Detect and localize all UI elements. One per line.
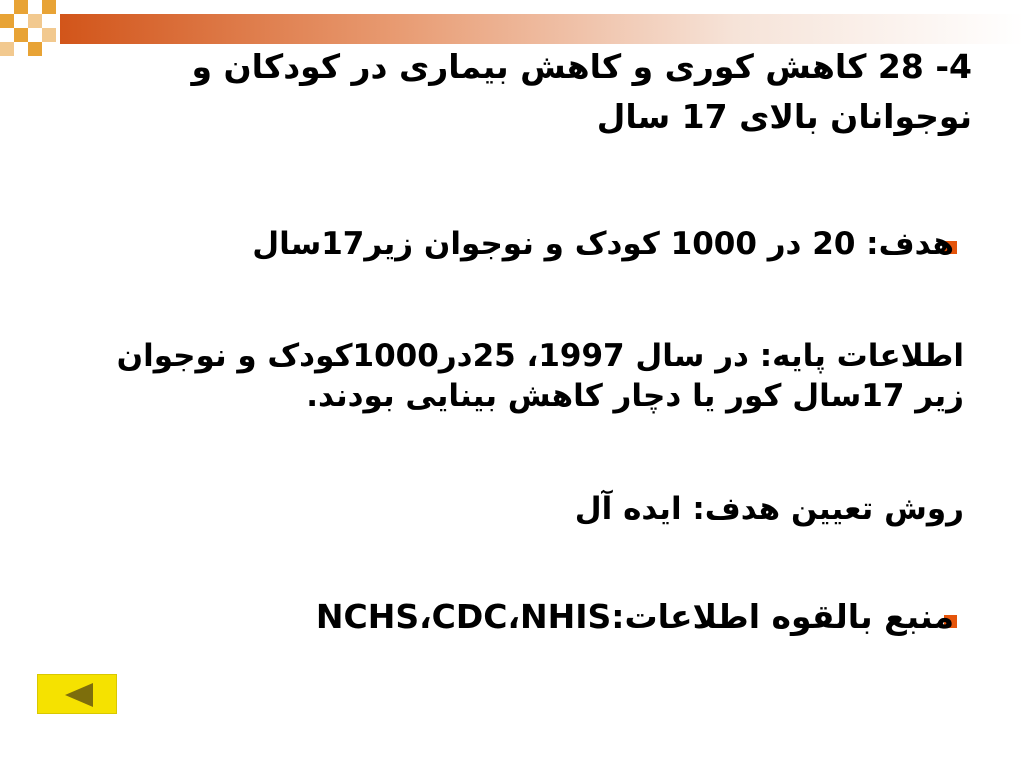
previous-slide-button[interactable]	[37, 674, 117, 714]
baseline-paragraph: اطلاعات پایه: در سال 1997، 25در1000کودک و نوجوان زیر 17سال کور یا دچار کاهش بینایی بودند.	[116, 338, 964, 414]
method-paragraph: روش تعیین هدف: ایده آل	[574, 491, 964, 527]
left-triangle-arrow-icon	[65, 683, 93, 707]
goal-bullet: هدف: 20 در 1000 کودک و نوجوان زیر17سال	[252, 226, 954, 262]
source-bullet: منبع بالقوه اطلاعات:NCHS،CDC،NHIS	[315, 597, 954, 636]
title-gradient-bar	[60, 14, 1024, 44]
slide-title: 4- 28 کاهش کوری و کاهش بیماری در کودکان و نوجوانان بالای 17 سال	[191, 47, 972, 136]
